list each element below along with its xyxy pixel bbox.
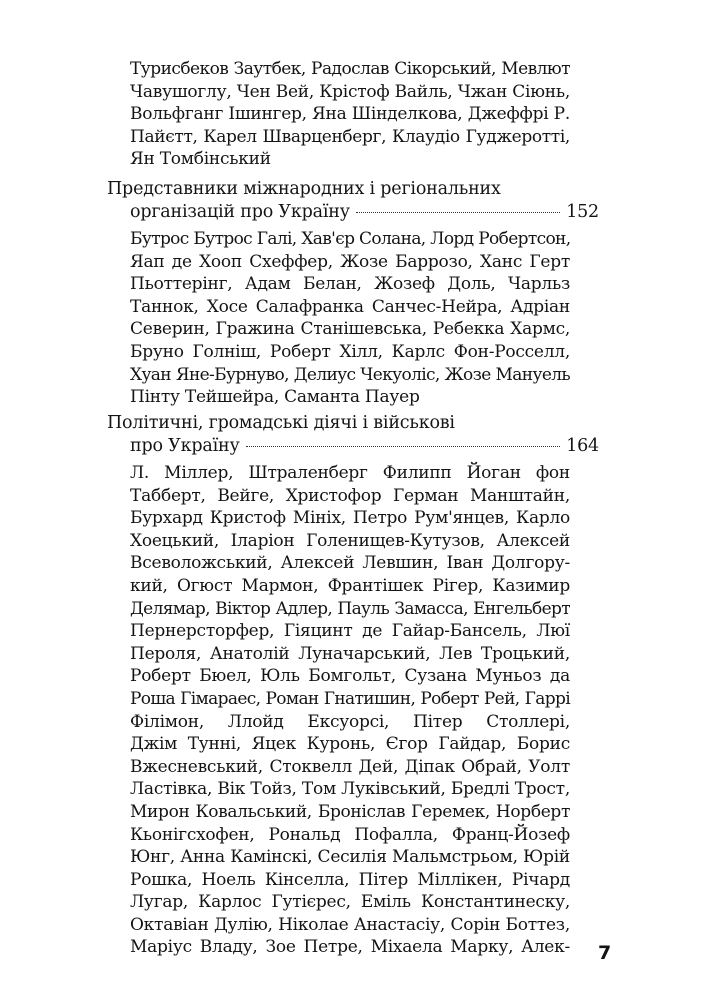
names-line: Пьоттерінг, Адам Белан, Жозеф Доль, Чарльз — [130, 274, 570, 295]
toc-page-number: 164 — [566, 435, 599, 456]
names-line: Турисбеков Заутбек, Радослав Сікорський, Мевлют — [130, 59, 570, 79]
names-line: Вжесневський, Стоквелл Дей, Діпак Обрай, Уолт — [130, 756, 570, 777]
names-line: Роша Гімараес, Роман Гнатишин, Роберт Рей, Гаррі — [130, 688, 570, 709]
names-line: кий, Огюст Мармон, Франтішек Рігер, Казимир — [130, 575, 570, 596]
names-line: Северин, Гражина Станішевська, Ребекка Хармс, — [130, 319, 570, 340]
toc-entry-political-figures — [107, 412, 599, 457]
toc-page-number: 152 — [566, 201, 599, 222]
names-line: Табберт, Вейге, Христофор Герман Манштайн, — [130, 485, 570, 506]
names-line: Бурхард Кристоф Мініх, Петро Рум'янцев, Карло — [130, 508, 570, 529]
names-line: Пайєтт, Карел Шварценберг, Клаудіо Гуджеротті, — [130, 126, 570, 147]
names-list-continued — [130, 58, 570, 171]
page-number: 7 — [598, 942, 612, 964]
names-line: Пероля, Анатолій Луначарський, Лев Троцький, — [130, 643, 570, 664]
names-line: Делямар, Віктор Адлер, Пауль Замасса, Енгельберт — [130, 598, 570, 619]
dot-leader — [356, 212, 560, 213]
names-line: Джім Тунні, Яцек Куронь, Єгор Гайдар, Борис — [130, 734, 570, 755]
names-line: Пернерсторфер, Гіяцинт де Гайар-Бансель, Люї — [130, 621, 570, 642]
names-line: Октавіан Дулію, Ніколае Анастасіу, Сорін Боттез, — [130, 914, 570, 935]
names-list-political-figures — [130, 462, 570, 959]
toc-entry-title-line2: організацій про Україну — [130, 201, 350, 222]
names-line: Кьонігсхофен, Рональд Пофалла, Франц-Йозеф — [130, 824, 570, 845]
names-line: Бутрос Бутрос Галі, Хав'єр Солана, Лорд Робертсон, — [130, 229, 571, 249]
names-line: Яап де Хооп Схеффер, Жозе Баррозо, Ханс Герт — [130, 251, 570, 272]
names-line: Рошка, Ноель Кінселла, Пітер Міллікен, Річард — [130, 869, 570, 890]
toc-entry-title-line1: Політичні, громадські діячі і військові — [107, 413, 455, 433]
names-line: Л. Міллер, Штраленберг Филипп Йоган фон — [130, 463, 570, 483]
names-line: Мирон Ковальський, Броніслав Геремек, Норберт — [130, 801, 570, 822]
toc-entry-international-organizations — [107, 178, 599, 223]
names-line: Філімон, Ллойд Ексуорсі, Пітер Столлері, — [130, 711, 570, 732]
names-line: Вольфганг Ішингер, Яна Шінделкова, Джеффрі Р. — [130, 104, 570, 125]
names-line: Бруно Голніш, Роберт Хілл, Карлс Фон-Росселл, — [130, 341, 570, 362]
names-line: Таннок, Хосе Салафранка Санчес-Нейра, Адріан — [130, 296, 570, 317]
names-line: Ластівка, Вік Тойз, Том Луківський, Бредлі Трост, — [130, 779, 570, 800]
names-line: Ян Томбінський — [130, 149, 271, 170]
names-line: Маріус Владу, Зое Петре, Міхаела Марку, Алек- — [130, 937, 570, 958]
names-line: Чавушоглу, Чен Вей, Крістоф Вайль, Чжан Сіюнь, — [130, 81, 570, 102]
names-line: Хуан Яне-Бурнуво, Делиус Чекуоліс, Жозе Мануель — [130, 364, 570, 385]
names-line: Лугар, Карлос Гутієрес, Еміль Константинеску, — [130, 892, 570, 913]
dot-leader — [246, 446, 561, 447]
names-line: Пінту Тейшейра, Саманта Пауер — [130, 387, 420, 408]
names-line: Юнг, Анна Камінскі, Сесилія Мальмстрьом, Юрій — [130, 847, 570, 868]
toc-entry-title-line2: про Україну — [130, 435, 240, 456]
names-line: Роберт Бюел, Юль Бомгольт, Сузана Муньоз да — [130, 666, 570, 687]
names-list-international-organizations — [130, 228, 570, 409]
toc-entry-title-line1: Представники міжнародних і регіональних — [107, 179, 501, 199]
names-line: Всеволожський, Алексей Левшин, Іван Долгору- — [130, 553, 570, 574]
names-line: Хоецький, Іларіон Голенищев-Кутузов, Алексей — [130, 530, 570, 551]
